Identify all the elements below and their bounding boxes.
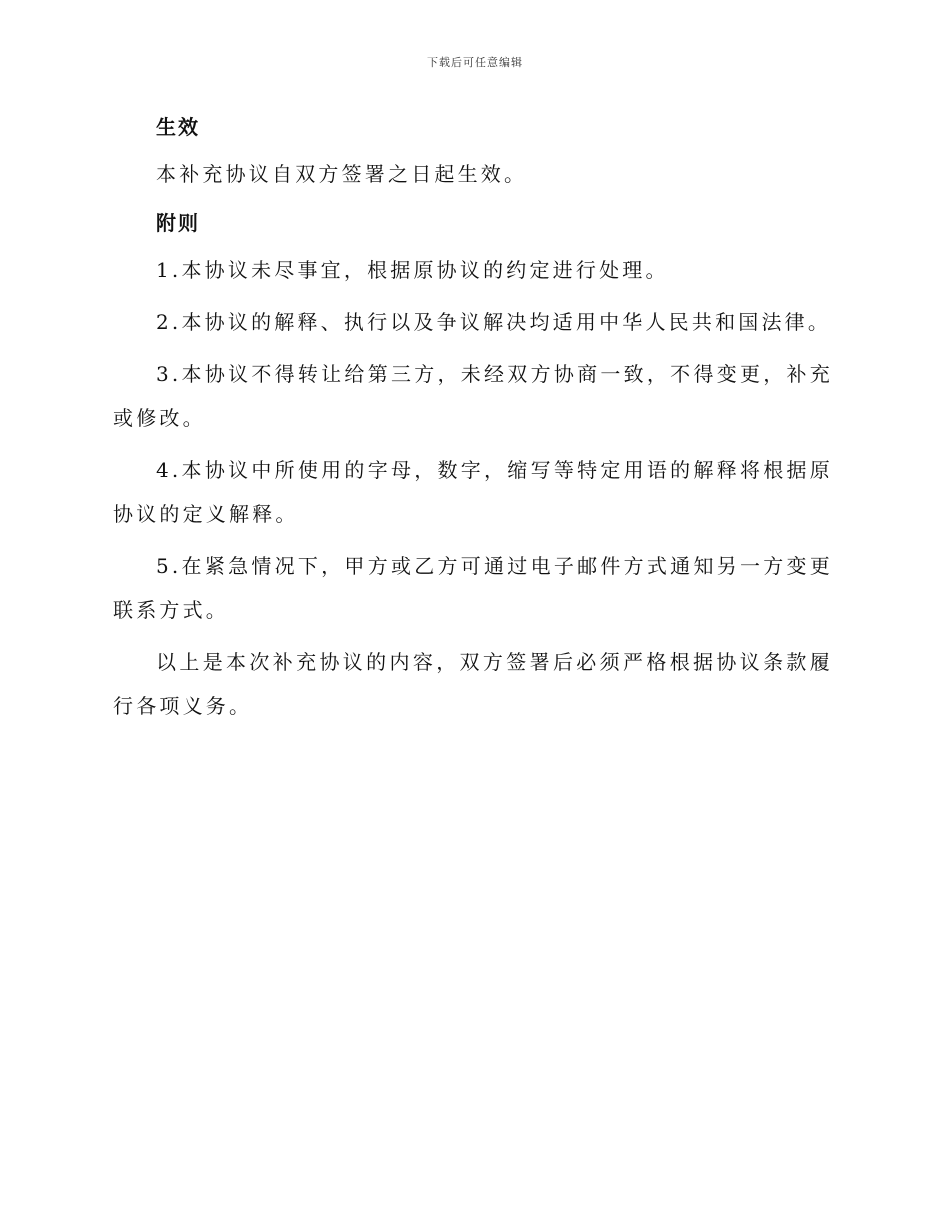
section-heading-supplementary: 附则 <box>156 211 200 235</box>
page-header: 下载后可任意编辑 <box>427 56 523 69</box>
clause-2: 2.本协议的解释、执行以及争议解决均适用中华人民共和国法律。 <box>156 310 832 334</box>
closing-paragraph: 以上是本次补充协议的内容，双方签署后必须严格根据协议条款履行各项义务。 <box>113 650 833 718</box>
section-heading-effective: 生效 <box>156 115 200 139</box>
clause-3: 3.本协议不得转让给第三方，未经双方协商一致，不得变更，补充或修改。 <box>113 362 833 430</box>
paragraph-effective: 本补充协议自双方签署之日起生效。 <box>156 162 528 186</box>
clause-1: 1.本协议未尽事宜，根据原协议的约定进行处理。 <box>156 258 669 282</box>
document-body <box>113 108 833 728</box>
clause-5: 5.在紧急情况下，甲方或乙方可通过电子邮件方式通知另一方变更联系方式。 <box>113 554 833 622</box>
clause-4: 4.本协议中所使用的字母，数字，缩写等特定用语的解释将根据原协议的定义解释。 <box>113 458 833 526</box>
